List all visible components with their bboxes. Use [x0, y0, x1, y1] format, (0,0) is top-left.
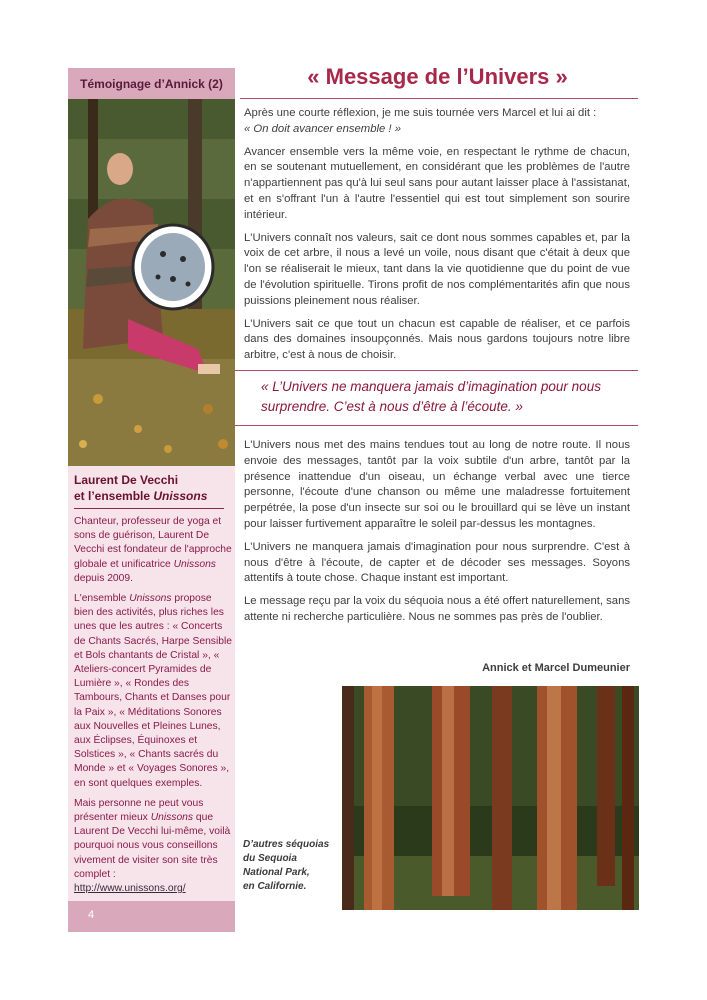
- paragraph-1: [244, 106, 630, 138]
- bio-title-line2-prefix: et l’ensemble: [74, 489, 154, 503]
- bio-divider: [74, 508, 224, 509]
- bio-p2-text-end: propose bien des activités, plus riches les unes que les autres : « Concerts de Chants Sacrés, Harpe Sensible et Bols chantants de Cristal », « Ateliers-concert Pyramides de Lumière », « Rondes des Tambours, Chants et Danses pour la Paix », « Méditations Sonores aux Nouvelles et Pleines Lunes, aux Éclipses, Équinoxes et Solstices », « Chants sacrés du Monde » et « Voyages Sonores », en sont quelques exemples.: [74, 593, 232, 789]
- article-body-top: [244, 106, 630, 371]
- sidebar-header: [68, 68, 235, 99]
- bio-p1-em: Unissons: [173, 558, 216, 570]
- bio-title-line1: Laurent De Vecchi: [74, 473, 179, 487]
- article-body-bottom: [244, 438, 630, 633]
- pull-quote-box: [235, 370, 638, 426]
- bio-paragraph-3: [74, 797, 232, 896]
- page-number: 4: [88, 909, 95, 921]
- paragraph-2: Avancer ensemble vers la même voie, en respectant le rythme de chacun, en se soutenant mutuellement, en considérant que les problèmes de l'autre n'appartiennent pas qu'à lui seul sans pour autant laisser place à l'assistanat, et en s'offrant l'un à l'autre l'essentiel qui est tout simplement son sourire intérieur.: [244, 145, 630, 221]
- website-link[interactable]: http://www.unissons.org/: [74, 883, 186, 895]
- bio-p1-text: Chanteur, professeur de yoga et sons de guérison, Laurent De Vecchi est fondateur de l'approche globale et unificatrice: [74, 516, 232, 570]
- bio-p3-em: Unissons: [150, 812, 194, 824]
- caption-line-1: D’autres séquoias: [243, 839, 330, 850]
- paragraph-1-text: Après une courte réflexion, je me suis tournée vers Marcel et lui ai dit :: [244, 107, 597, 119]
- bio-p3-text: Mais personne ne peut vous présenter mieux: [74, 797, 204, 824]
- bio-p2-em: Unissons: [129, 593, 172, 605]
- bio-paragraph-1: [74, 515, 232, 586]
- sequoia-photo: [342, 686, 639, 910]
- paragraph-7: Le message reçu par la voix du séquoia nous a été offert naturellement, sans attente ni recherche particulière. Nous ne sommes pas près de l'oublier.: [244, 595, 631, 623]
- bio-p1-text-end: depuis 2009.: [74, 572, 133, 584]
- artist-bio: [74, 472, 232, 902]
- page-footer: [68, 901, 235, 932]
- paragraph-5: L'Univers nous met des mains tendues tout au long de notre route. Il nous envoie des messages, tantôt par la voix subtile d'un arbre, tantôt par la présence inattendue d'un oiseau, un échange verbal avec une tierce personne, l'écoute d'une chanson ou même une maladresse fortuitement perpétrée, la pose d'un insecte sur soi ou le brouillard qui se lève un instant pour laisser furtivement apparaître le soleil par-dessus les montagnes.: [244, 439, 630, 530]
- paragraph-4: L'Univers sait ce que tout un chacun est capable de réaliser, et ce parfois dans des domaines insoupçonnés. Mais nous gardons toujours notre libre arbitre, c'est à nous de choisir.: [244, 317, 630, 362]
- caption-line-2: du Sequoia: [243, 853, 297, 864]
- caption-line-4: en Californie.: [243, 881, 307, 892]
- paragraph-1-quote: « On doit avancer ensemble ! »: [244, 122, 401, 135]
- photo-caption: [243, 838, 338, 894]
- caption-line-3: National Park,: [243, 867, 310, 878]
- sidebar: [68, 68, 235, 932]
- bio-paragraph-2: [74, 592, 232, 791]
- pull-quote: « L’Univers ne manquera jamais d’imagination pour nous surprendre. C’est à nous d’être à l’écoute. »: [261, 379, 601, 414]
- musician-photo: [68, 99, 235, 466]
- article-title: « Message de l’Univers »: [307, 64, 568, 89]
- paragraph-3: L'Univers connaît nos valeurs, sait ce dont nous sommes capables et, par la voix de cet arbre, il nous a levé un voile, nous disant que c'était à deux que l'on se réaliserait le mieux, tant dans la vie quotidienne que du point de vue de l'évolution spirituelle. Tirons profit de nos complémentarités afin que nous puissions pleinement nous réaliser.: [244, 231, 630, 307]
- bio-title: [74, 472, 232, 504]
- title-divider: [240, 98, 638, 99]
- signature: Annick et Marcel Dumeunier: [482, 662, 630, 674]
- bio-p2-text: L'ensemble: [74, 593, 130, 605]
- sidebar-header-title: Témoignage d’Annick (2): [80, 76, 223, 91]
- bio-title-line2-em: Unissons: [153, 489, 208, 503]
- bio-p3-text-end: que Laurent De Vecchi lui-même, voilà pourquoi nous vous conseillons vivement de visiter son site très complet :: [74, 812, 231, 880]
- paragraph-6: L'Univers ne manquera jamais d'imagination pour nous surprendre. C'est à nous d'être à l'écoute, de capter et de décoder ses messages. Soyons attentifs à toute chose. Chaque instant est important.: [244, 540, 630, 585]
